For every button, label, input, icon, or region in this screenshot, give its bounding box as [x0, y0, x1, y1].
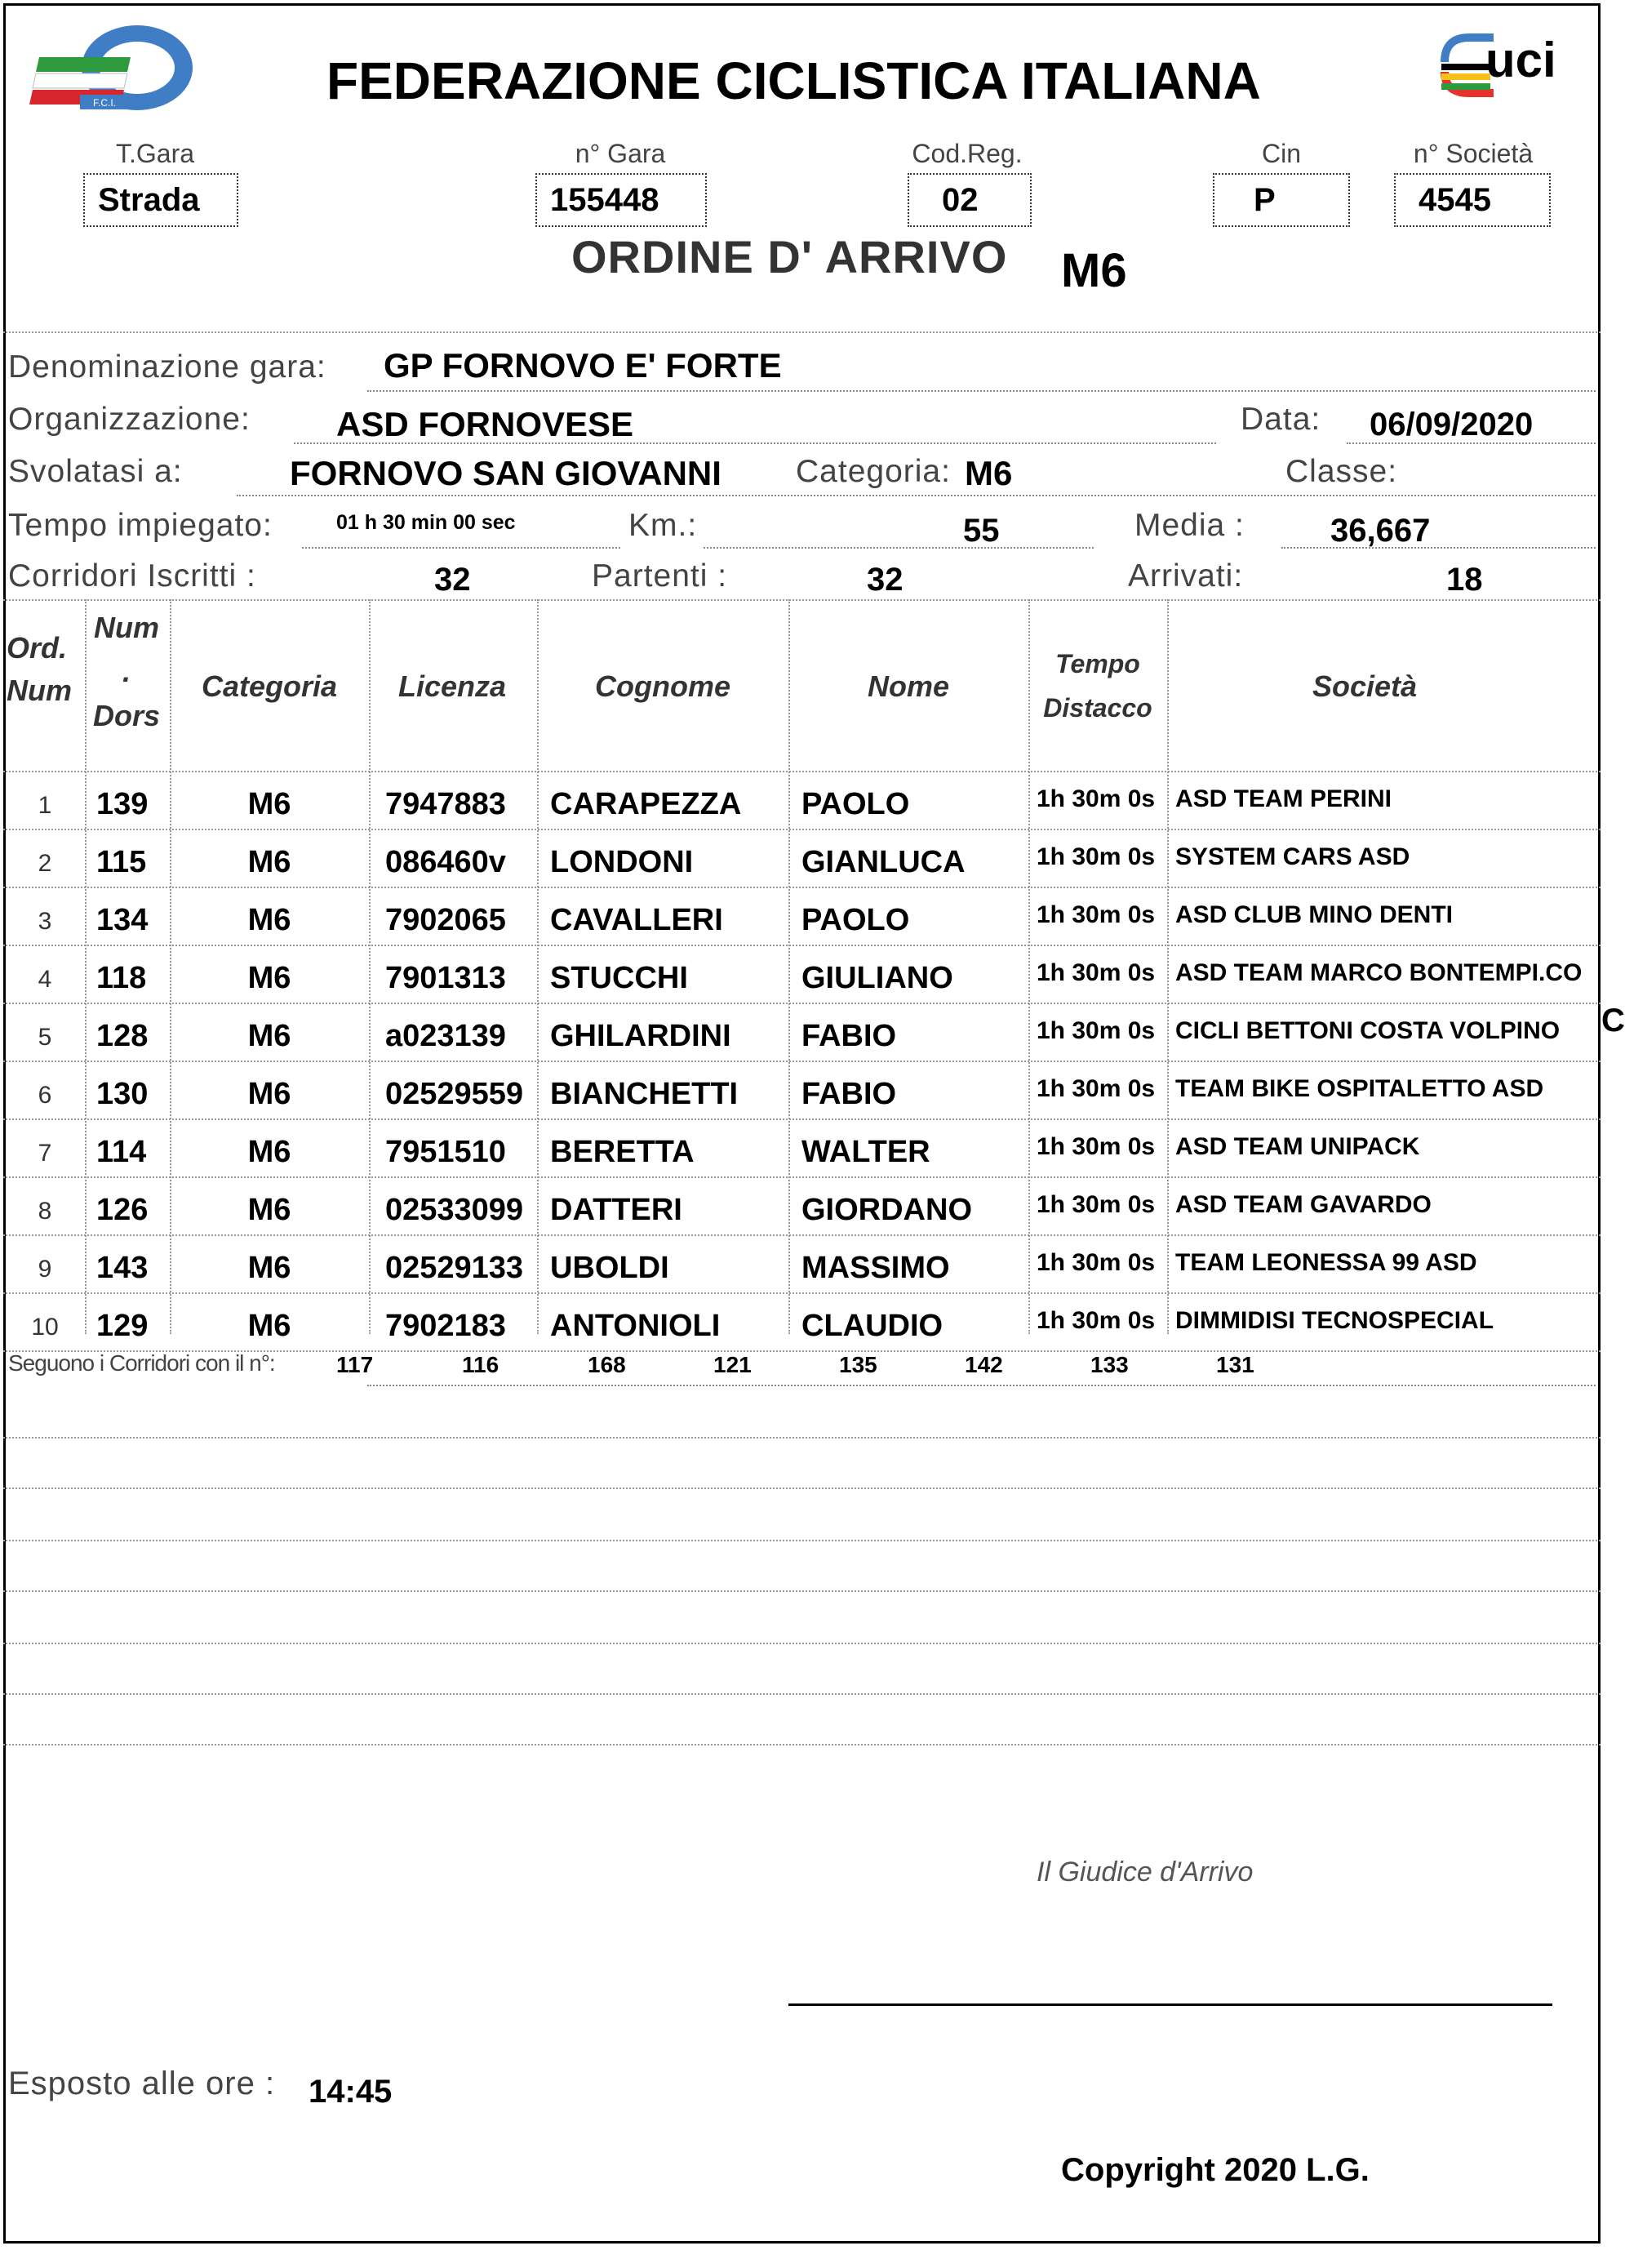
cell-cognome: BIANCHETTI	[550, 1077, 739, 1111]
cell-nome: GIANLUCA	[801, 845, 966, 879]
cod-reg-label: Cod.Reg.	[912, 139, 1023, 168]
svolatasi-label: Svolatasi a:	[8, 454, 183, 489]
cell-lic: 7901313	[385, 961, 506, 995]
cell-tempo: 1h 30m 0s	[1037, 1249, 1156, 1276]
t-gara-label: T.Gara	[115, 139, 195, 168]
cell-societa: CICLI BETTONI COSTA VOLPINO	[1175, 1017, 1561, 1044]
cell-cat: M6	[247, 845, 291, 879]
seguono-number: 135	[839, 1352, 877, 1377]
km-label: Km.:	[628, 508, 698, 543]
categoria-value: M6	[965, 454, 1013, 492]
cell-lic: 02533099	[385, 1193, 524, 1227]
partenti-label: Partenti :	[592, 558, 728, 594]
cell-cat: M6	[247, 1019, 291, 1053]
cin-value: P	[1213, 173, 1350, 227]
cell-cognome: STUCCHI	[550, 961, 688, 995]
cell-tempo: 1h 30m 0s	[1037, 959, 1156, 986]
cell-num: 115	[96, 845, 147, 879]
cell-ord: 5	[38, 1024, 52, 1051]
cell-tempo: 1h 30m 0s	[1037, 1133, 1156, 1160]
cell-ord: 10	[31, 1314, 59, 1341]
cell-num: 128	[96, 1019, 149, 1053]
tempo-label: Tempo impiegato:	[8, 508, 273, 543]
cell-cognome: CAVALLERI	[550, 903, 723, 937]
cell-num: 143	[96, 1251, 149, 1285]
cell-lic: 02529133	[385, 1251, 524, 1285]
cell-ord: 3	[38, 908, 52, 935]
cell-nome: FABIO	[801, 1077, 897, 1111]
svolatasi-value: FORNOVO SAN GIOVANNI	[290, 454, 721, 492]
cell-num: 114	[96, 1135, 147, 1169]
col-header-cognome: Cognome	[595, 669, 730, 703]
media-value: 36,667	[1330, 513, 1431, 549]
col-header-categoria: Categoria	[201, 669, 338, 703]
cin-label: Cin	[1261, 139, 1301, 168]
cell-num: 134	[96, 903, 149, 937]
cell-nome: PAOLO	[801, 903, 910, 937]
overflow-char: C	[1601, 1003, 1625, 1038]
data-label: Data:	[1241, 402, 1321, 437]
subtitle: ORDINE D' ARRIVO	[571, 231, 1008, 282]
signature-line	[788, 2003, 1552, 2006]
iscritti-value: 32	[434, 562, 471, 598]
cell-cat: M6	[247, 1193, 291, 1227]
cell-nome: FABIO	[801, 1019, 897, 1053]
giudice-label: Il Giudice d'Arrivo	[1037, 1857, 1254, 1888]
cell-tempo: 1h 30m 0s	[1037, 785, 1156, 812]
t-gara-value: Strada	[83, 173, 238, 227]
cell-cognome: BERETTA	[550, 1135, 695, 1169]
cell-nome: WALTER	[801, 1135, 930, 1169]
cell-societa: DIMMIDISI TECNOSPECIAL	[1175, 1307, 1494, 1334]
cell-societa: SYSTEM CARS ASD	[1175, 843, 1410, 870]
category-badge: M6	[1061, 244, 1127, 297]
cell-num: 129	[96, 1309, 149, 1343]
cell-num: 126	[96, 1193, 149, 1227]
esposto-value: 14:45	[309, 2074, 393, 2110]
cell-nome: PAOLO	[801, 787, 910, 821]
cell-societa: TEAM LEONESSA 99 ASD	[1175, 1249, 1477, 1276]
col-header-tempo: Tempo Distacco	[1043, 649, 1152, 723]
col-header-societa: Società	[1312, 669, 1418, 703]
cell-lic: 7947883	[385, 787, 506, 821]
col-header-nome: Nome	[867, 669, 950, 703]
cell-ord: 1	[38, 792, 52, 819]
cell-tempo: 1h 30m 0s	[1037, 901, 1156, 928]
cell-num: 130	[96, 1077, 149, 1111]
cell-cognome: DATTERI	[550, 1193, 682, 1227]
cell-cognome: LONDONI	[550, 845, 694, 879]
page-title: FEDERAZIONE CICLISTICA ITALIANA	[326, 51, 1261, 110]
n-societa-value: 4545	[1394, 173, 1551, 227]
cell-ord: 7	[38, 1140, 52, 1167]
seguono-number: 133	[1090, 1352, 1129, 1377]
cell-num: 118	[96, 961, 147, 995]
iscritti-label: Corridori Iscritti :	[8, 558, 256, 594]
cell-cat: M6	[247, 1309, 291, 1343]
classe-label: Classe:	[1285, 454, 1398, 489]
cell-lic: 7902065	[385, 903, 506, 937]
cell-cat: M6	[247, 1077, 291, 1111]
data-value: 06/09/2020	[1370, 407, 1534, 442]
cell-nome: CLAUDIO	[801, 1309, 943, 1343]
cell-tempo: 1h 30m 0s	[1037, 1075, 1156, 1102]
n-societa-label: n° Società	[1413, 139, 1534, 168]
cell-nome: MASSIMO	[801, 1251, 950, 1285]
cell-societa: ASD TEAM PERINI	[1175, 785, 1392, 812]
cell-lic: 7902183	[385, 1309, 506, 1343]
organizzazione-label: Organizzazione:	[8, 402, 251, 437]
cell-tempo: 1h 30m 0s	[1037, 1191, 1156, 1218]
cell-societa: TEAM BIKE OSPITALETTO ASD	[1175, 1075, 1544, 1102]
seguono-number: 168	[588, 1352, 626, 1377]
cell-ord: 6	[38, 1082, 52, 1109]
cell-lic: 086460v	[385, 845, 506, 879]
cod-reg-value: 02	[908, 173, 1032, 227]
fci-logo	[33, 23, 196, 113]
col-header-ord: Ord. Num	[7, 631, 72, 707]
cell-cat: M6	[247, 787, 291, 821]
arrivati-value: 18	[1446, 562, 1483, 598]
seguono-number: 131	[1216, 1352, 1254, 1377]
cell-ord: 8	[38, 1198, 52, 1225]
cell-tempo: 1h 30m 0s	[1037, 843, 1156, 870]
seguono-number: 117	[336, 1352, 374, 1377]
seguono-number: 121	[713, 1352, 752, 1377]
esposto-label: Esposto alle ore :	[8, 2066, 276, 2101]
arrivati-label: Arrivati:	[1128, 558, 1244, 594]
cell-cat: M6	[247, 1135, 291, 1169]
cell-lic: 7951510	[385, 1135, 506, 1169]
cell-nome: GIORDANO	[801, 1193, 972, 1227]
cell-ord: 4	[38, 966, 52, 993]
copyright: Copyright 2020 L.G.	[1061, 2152, 1370, 2188]
cell-cognome: GHILARDINI	[550, 1019, 731, 1053]
n-gara-value: 155448	[535, 173, 707, 227]
seguono-number: 116	[462, 1352, 499, 1377]
uci-logo	[1436, 21, 1583, 111]
svg-text:uci: uci	[1485, 33, 1556, 87]
cell-societa: ASD TEAM MARCO BONTEMPI.CO	[1175, 959, 1583, 986]
partenti-value: 32	[867, 562, 904, 598]
km-value: 55	[963, 513, 1000, 549]
n-gara-label: n° Gara	[575, 139, 666, 168]
seguono-label: Seguono i Corridori con il n°:	[8, 1350, 275, 1376]
col-header-num: Num . Dors	[92, 611, 161, 732]
cell-lic: 02529559	[385, 1077, 524, 1111]
cell-societa: ASD TEAM UNIPACK	[1175, 1133, 1420, 1160]
tempo-value: 01 h 30 min 00 sec	[336, 511, 516, 534]
cell-ord: 9	[38, 1256, 52, 1283]
cell-tempo: 1h 30m 0s	[1037, 1017, 1156, 1044]
col-header-licenza: Licenza	[397, 669, 507, 703]
cell-cognome: UBOLDI	[550, 1251, 669, 1285]
cell-lic: a023139	[385, 1019, 506, 1053]
denominazione-value: GP FORNOVO E' FORTE	[384, 346, 782, 385]
cell-tempo: 1h 30m 0s	[1037, 1307, 1156, 1334]
page-frame	[3, 3, 1601, 2244]
cell-cognome: CARAPEZZA	[550, 787, 742, 821]
cell-cat: M6	[247, 961, 291, 995]
denominazione-label: Denominazione gara:	[8, 349, 326, 385]
cell-societa: ASD TEAM GAVARDO	[1175, 1191, 1432, 1218]
organizzazione-value: ASD FORNOVESE	[336, 405, 634, 443]
categoria-label: Categoria:	[796, 454, 951, 489]
media-label: Media :	[1134, 508, 1245, 543]
cell-ord: 2	[38, 850, 52, 877]
cell-nome: GIULIANO	[801, 961, 953, 995]
svg-text:F.C.I.: F.C.I.	[92, 97, 117, 109]
cell-cognome: ANTONIOLI	[550, 1309, 721, 1343]
cell-societa: ASD CLUB MINO DENTI	[1175, 901, 1453, 928]
seguono-number: 142	[965, 1352, 1003, 1377]
cell-cat: M6	[247, 1251, 291, 1285]
cell-num: 139	[96, 787, 149, 821]
cell-cat: M6	[247, 903, 291, 937]
